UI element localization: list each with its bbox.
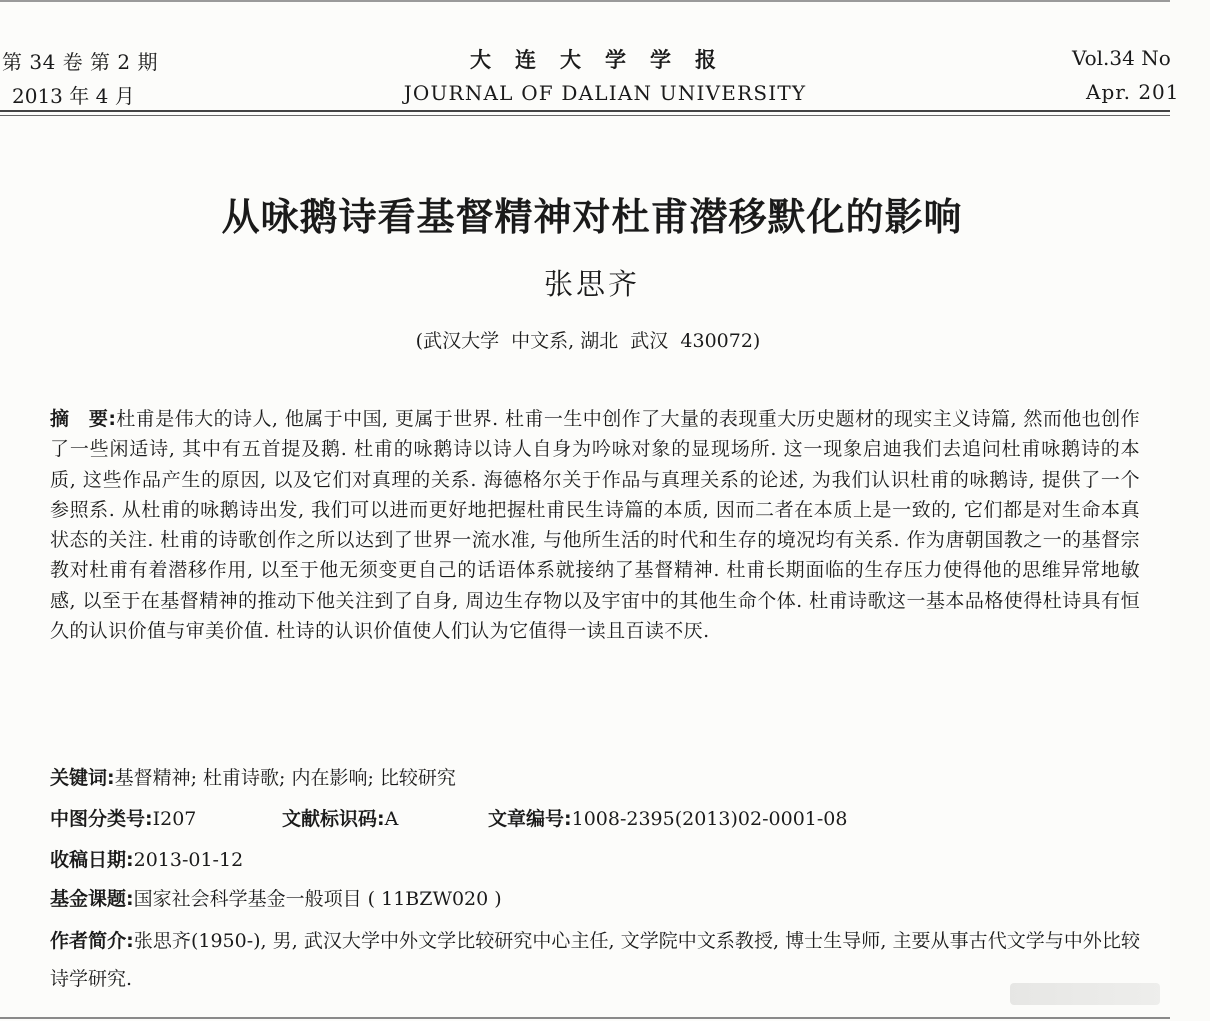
- fund-line: [50, 884, 502, 911]
- received-date-value: 2013-01-12: [133, 849, 244, 871]
- journal-name-en: JOURNAL OF DALIAN UNIVERSITY: [403, 81, 807, 105]
- keywords-text: 基督精神; 杜甫诗歌; 内在影响; 比较研究: [114, 767, 456, 789]
- abstract-label: 摘 要:: [50, 408, 117, 430]
- doc-code-label: 文献标识码:: [282, 808, 385, 830]
- article-author: 张思齐: [543, 267, 640, 301]
- author-affiliation: (武汉大学 中文系, 湖北 武汉 430072): [415, 330, 761, 352]
- classification-line: [50, 804, 1140, 830]
- keywords-label: 关键词:: [50, 767, 115, 789]
- author-bio: [50, 922, 1140, 998]
- article-number-group: [488, 804, 847, 831]
- doc-code-value: A: [384, 808, 399, 830]
- article-number-value: 1008-2395(2013)02-0001-08: [571, 808, 848, 830]
- top-border-rule: [0, 0, 1170, 2]
- received-date-label: 收稿日期:: [50, 849, 134, 871]
- volume-issue-cn: 第 34 卷 第 2 期: [2, 50, 158, 74]
- journal-name-cn: 大连大学学报: [470, 47, 740, 72]
- fund-value: 国家社会科学基金一般项目 ( 11BZW020 ): [133, 888, 502, 910]
- author-bio-label: 作者简介:: [50, 930, 134, 952]
- bottom-border-rule: [0, 1017, 1170, 1019]
- header-rule-thick: [0, 110, 1170, 112]
- article-number-label: 文章编号:: [488, 808, 572, 830]
- clc-label: 中图分类号:: [50, 808, 153, 830]
- publication-date-cn: 2013 年 4 月: [12, 84, 135, 108]
- keywords-line: [50, 763, 456, 790]
- clc-value: I207: [152, 808, 197, 830]
- fund-label: 基金课题:: [50, 888, 134, 910]
- header-rule-thin: [0, 115, 1170, 116]
- publication-date-en: Apr. 201: [1086, 80, 1180, 104]
- doc-code-group: [282, 804, 398, 831]
- watermark-overlay: [1010, 983, 1160, 1005]
- volume-issue-en: Vol.34 No: [1072, 46, 1171, 70]
- article-title: 从咏鹅诗看基督精神对杜甫潜移默化的影响: [221, 195, 963, 239]
- received-date-line: [50, 845, 243, 872]
- abstract-text: 杜甫是伟大的诗人, 他属于中国, 更属于世界. 杜甫一生中创作了大量的表现重大历史题材的现实主义诗篇, 然而他也创作了一些闲适诗, 其中有五首提及鹅. 杜甫的咏鹅诗以诗人自身为吟咏对象的显现场所. 这一现象启迪我们去追问杜甫咏鹅诗的本质, 这些作品产生的原因, 以及它们对真理的关系. 海德格尔关于作品与真理关系的论述, 为我们认识杜甫的咏鹅诗, 提供了一个参照系. 从杜甫的咏鹅诗出发, 我们可以进而更好地把握杜甫民生诗篇的本质, 因而二者在本质上是一致的, 它们都是对生命本真状态的关注. 杜甫的诗歌创作之所以达到了世界一流水准, 与他所生活的时代和生存的境况均有关系. 作为唐朝国教之一的基督宗教对杜甫有着潜移作用, 以至于他无须变更自己的话语体系就接纳了基督精神. 杜甫长期面临的生存压力使得他的思维异常地敏感, 以至于在基督精神的推动下他关注到了自身, 周边生存物以及宇宙中的其他生命个体. 杜甫诗歌这一基本品格使得杜诗具有恒久的认识价值与审美价值. 杜诗的认识价值使人们认为它值得一读且百读不厌.: [50, 408, 1140, 643]
- clc-group: [50, 804, 196, 831]
- abstract-block: [50, 404, 1140, 646]
- author-bio-text: 张思齐(1950-), 男, 武汉大学中外文学比较研究中心主任, 文学院中文系教授, 博士生导师, 主要从事古代文学与中外比较诗学研究.: [50, 930, 1140, 990]
